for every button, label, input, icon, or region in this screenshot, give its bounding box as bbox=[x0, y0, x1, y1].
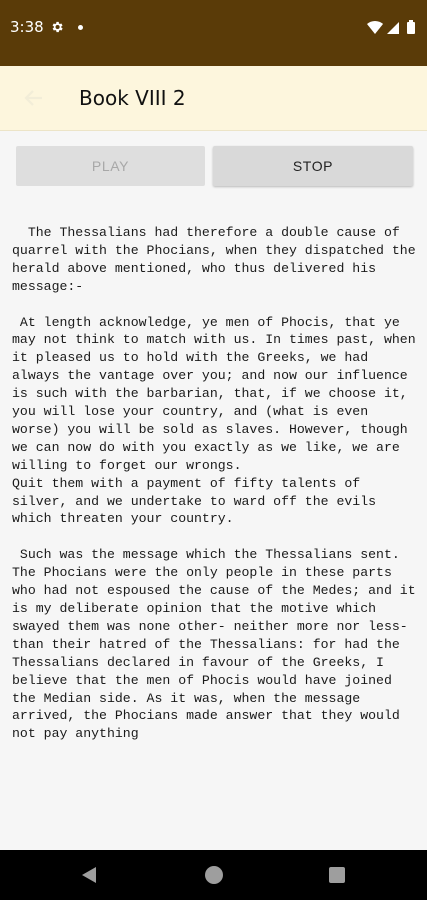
app-bar bbox=[0, 66, 427, 131]
gear-icon bbox=[50, 20, 64, 34]
stop-button[interactable]: STOP bbox=[213, 146, 413, 186]
page-title: Book VIII 2 bbox=[79, 86, 186, 110]
play-button[interactable]: PLAY bbox=[16, 146, 205, 186]
signal-icon bbox=[387, 22, 399, 34]
arrow-back-icon[interactable] bbox=[22, 86, 46, 110]
wifi-icon bbox=[367, 21, 383, 34]
text-paragraph: Such was the message which the Thessalians sent. The Phocians were the only people in these parts who had not espoused the cause of the Medes; and it is my deliberate opinion that the motive which swayed them was none other- neither more nor less- than their hatred of the Thessalians: for had the Thessalians declared in favour of the Greeks, I believe that the men of Phocis would have joined the Median side. As it was, when the message arrived, the Phocians made answer that they would not pay anything bbox=[12, 547, 424, 742]
status-bar bbox=[0, 0, 427, 66]
text-paragraph: At length acknowledge, ye men of Phocis, that ye may not think to match with us. In times past, when it pleased us to hold with the Greeks, we had always the vantage over you; and now our influence is such with the barbarian, that, if we choose it, you will lose your country, and (what is even worse) you will be sold as slaves. However, though we can now do with you exactly as we like, we are willing to forget our wrongs. Quit them with a payment of fifty talents of silver, and we undertake to ward off the evils which threaten your country. bbox=[12, 314, 416, 527]
book-text bbox=[12, 224, 424, 850]
playback-controls bbox=[16, 146, 413, 186]
triangle-back-icon[interactable] bbox=[80, 865, 98, 885]
notification-dot-icon bbox=[78, 25, 83, 30]
status-time: 3:38 bbox=[10, 18, 44, 36]
circle-home-icon[interactable] bbox=[205, 866, 223, 884]
battery-icon bbox=[407, 20, 415, 34]
square-recent-icon[interactable] bbox=[329, 867, 345, 883]
status-indicators bbox=[367, 19, 419, 35]
text-paragraph: The Thessalians had therefore a double cause of quarrel with the Phocians, when they dispatched the herald above mentioned, who thus delivered his message:- bbox=[12, 225, 424, 294]
